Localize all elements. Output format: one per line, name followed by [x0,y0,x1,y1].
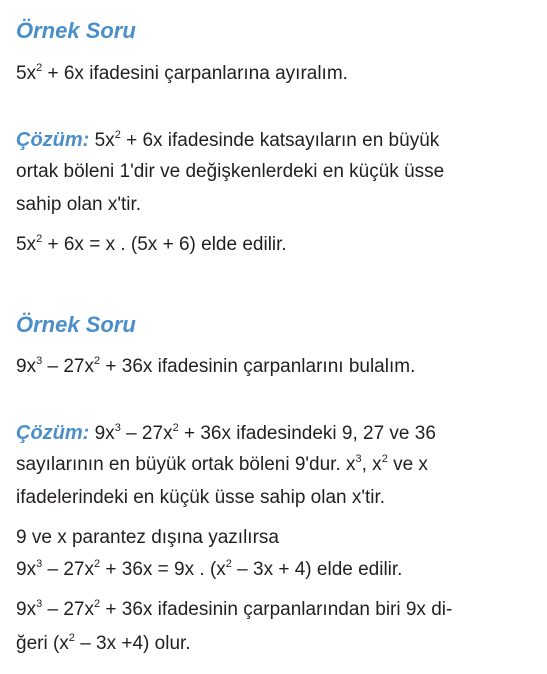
example-2-solution-line-2: sayılarının en büyük ortak böleni 9'dur. $x^3$, $x^2$ ve x [16,453,428,475]
example-2-solution-line-1: Çözüm: $9x^3 - 27x^2 + 36x$ ifadesindeki 9, 27 ve 36 [16,422,436,444]
example-2-question: $9x^3 - 27x^2 + 36x$ ifadesinin çarpanlarını bulalım. [16,355,416,377]
example-1-solution-line-3: sahip olan x'tir. [16,194,142,215]
example-2-solution-line-3: ifadelerindeki en küçük üsse sahip olan x'tir. [16,487,386,508]
example-2-solution-line-6: $9x^3 - 27x^2 + 36x$ ifadesinin çarpanlarından biri 9x di- [16,598,453,620]
example-1-solution-line-2: ortak böleni 1'dir ve değişkenlerdeki en küçük üsse [16,161,445,182]
example-1-heading: Örnek Soru [16,18,136,43]
example-2-solution-line-4: 9 ve x parantez dışına yazılırsa [16,527,279,548]
example-1-solution-line-1: Çözüm: $5x^2 + 6x$ ifadesinde katsayıların en büyük [16,129,440,151]
example-2-solution-label: Çözüm: [16,422,90,444]
example-2-heading: Örnek Soru [16,312,136,337]
example-1-solution-label: Çözüm: [16,129,90,151]
example-1-result: $5x^2 + 6x = x$ . (5x + 6) elde edilir. [16,233,287,255]
example-1-question: $5x^2 + 6x$ ifadesini çarpanlarına ayıralım. [16,62,348,84]
example-2-solution-line-5: $9x^3 - 27x^2 + 36x = 9x$ . $(x^2 - 3x + 4)$ elde edilir. [16,558,403,580]
example-2-solution-line-7: ğeri $(x^2 - 3x +4)$ olur. [16,632,191,654]
